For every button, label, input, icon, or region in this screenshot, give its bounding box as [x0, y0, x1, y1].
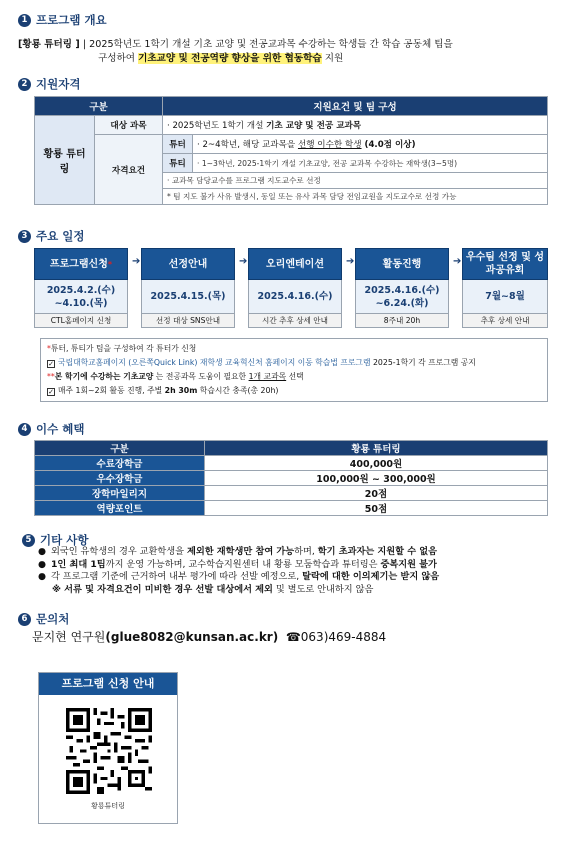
table-row: [35, 471, 548, 486]
qual-tutor-text: [193, 135, 548, 154]
list-item: [38, 584, 558, 597]
note-text: 본 학기에 수강하는 기초교양: [54, 372, 154, 381]
etc-list: [38, 546, 558, 596]
section-title-text: 주요 일정: [36, 229, 85, 243]
contact-email[interactable]: (glue8082@kunsan.ac.kr): [105, 630, 279, 644]
section-title-text: 문의처: [36, 612, 70, 626]
step-title: 프로그램신청: [49, 258, 108, 270]
etc-text: 및 별도로 안내하지 않음: [272, 583, 374, 595]
qual-header-category: 구분: [35, 97, 163, 116]
qr-caption: 황룡튜터링: [91, 802, 125, 810]
schedule-step-head: 오리엔테이션: [248, 248, 342, 280]
qual-advisor-text: · 교과목 담당교수를 프로그램 지도교수로 선정: [163, 173, 548, 189]
section-title-text: 이수 혜택: [36, 422, 85, 436]
benefit-label: 수료장학금: [35, 456, 205, 471]
section-title-text: 기타 사항: [40, 533, 89, 547]
qual-tutor-b: (4.0점 이상): [361, 140, 416, 150]
schedule-step: [34, 248, 128, 328]
section-title-contact: [18, 611, 69, 627]
overview-highlight: 기초교양 및 전공역량 향상을 위한 협동학습: [138, 53, 322, 64]
bullet-icon: ●: [38, 546, 47, 557]
schedule-step-note: 8주내 20h: [355, 314, 449, 328]
table-row: [35, 486, 548, 501]
etc-text: 까지 운영 가능하며, 교수학습지원센터 내 황룡 모둠학습과 튜터링은: [105, 558, 381, 570]
overview-line2a: 구성하여: [98, 53, 139, 64]
section-number-badge: 1: [18, 14, 31, 27]
benefit-label: 역량포인트: [35, 501, 205, 516]
schedule-step-note: 추후 상세 안내: [462, 314, 548, 328]
etc-text: 외국인 유학생의 경우 교환학생을: [51, 546, 187, 557]
schedule-step-head: 우수팀 선정 및 성과공유회: [462, 248, 548, 280]
qual-tutee-label: 튜티: [163, 154, 193, 173]
bullet-icon: ●: [38, 571, 47, 582]
program-tag: [황룡 튜터링 ]: [18, 39, 80, 50]
note-text: 학습시간 충족(총 20h): [197, 386, 279, 395]
note-star: **: [47, 372, 55, 381]
schedule-flow: [34, 248, 548, 328]
qr-card: [38, 672, 178, 824]
qr-card-title: 프로그램 신청 안내: [39, 673, 177, 695]
contact-name: 문지현 연구원: [32, 630, 106, 644]
note-link-path[interactable]: 국립대학교홈페이지 (오른쪽Quick Link) 재학생 교육혁신처 홈페이지 이동 학습법 프로그램: [58, 358, 371, 367]
etc-text: 탈락에 대한 이의제기는 받지 않음: [302, 571, 440, 582]
qual-header-requirements: 지원요건 및 팀 구성: [163, 97, 548, 116]
note-text: 선택: [286, 372, 304, 381]
section-title-text: 지원자격: [36, 77, 81, 91]
section-title-text: 프로그램 개요: [36, 13, 107, 27]
table-row: [35, 501, 548, 516]
note-text: 2h 30m: [164, 386, 198, 395]
note-star: *: [47, 344, 51, 353]
section-title-qualification: [18, 76, 80, 92]
note-text: 1개 교과목: [248, 372, 287, 381]
note-text: 2025-1학기 각 프로그램 공지: [370, 358, 476, 367]
schedule-step-note: 시간 추후 상세 안내: [248, 314, 342, 328]
arrow-right-icon: ➔: [239, 256, 248, 267]
etc-text: 중복지원 불가: [380, 558, 437, 570]
benefit-label: 우수장학금: [35, 471, 205, 486]
section-number-badge: 3: [18, 230, 31, 243]
etc-text: 선발 대상에서 제외: [195, 583, 273, 595]
step-mark: *: [107, 259, 113, 269]
note-line: [47, 342, 541, 356]
etc-text: 제외한 재학생만 참여 가능: [186, 546, 295, 557]
schedule-step: [141, 248, 235, 328]
benefit-value: 400,000원: [205, 456, 548, 471]
arrow-right-icon: ➔: [132, 256, 141, 267]
checkbox-icon: ✓: [48, 360, 54, 368]
note-text: 튜터, 튜티가 팀을 구성하여 각 튜터가 신청: [50, 344, 197, 353]
contact-phone: ☎063)469-4884: [285, 630, 387, 644]
overview-line2b: 지원: [321, 53, 344, 64]
section-number-badge: 6: [18, 613, 31, 626]
note-text: 매주 1회~2회 활동 진행, 주별: [58, 386, 165, 395]
benefits-header-program: 황룡 튜터링: [205, 441, 548, 456]
overview-line1: 2025학년도 1학기 개설 기초 교양 및 전공교과목 수강하는 학생들 간 학습 공동체 팀을: [89, 39, 453, 50]
qual-tutor-a: · 2~4학년, 해당 교과목을: [197, 140, 298, 150]
section-title-overview: [18, 12, 107, 28]
schedule-step-head: [34, 248, 128, 280]
etc-text: 각 프로그램 기준에 근거하여 내부 평가에 따라 선발 예정으로,: [51, 571, 303, 582]
benefits-table: [34, 440, 548, 516]
section-number-badge: 2: [18, 78, 31, 91]
bullet-icon: ●: [38, 558, 47, 570]
qual-tutee-text: · 1~3학년, 2025-1학기 개설 기초교양, 전공 교과목 수강하는 재학생(3~5명): [193, 154, 548, 173]
schedule-step-date: 2025.4.16.(수) ~6.24.(화): [355, 280, 449, 314]
etc-text: ※ 서류 및 자격요건이 미비한 경우: [52, 583, 196, 595]
qual-tutor-u: 선행 이수한 학생: [297, 140, 362, 150]
note-line: [47, 384, 541, 398]
qual-req-label: 자격요건: [95, 135, 163, 205]
etc-text: 학기 초과자는 지원할 수 없음: [317, 546, 438, 557]
checkbox-icon: ✓: [48, 388, 54, 396]
qual-note-text: * 팀 지도 불가 사유 발생시, 동일 또는 유사 과목 담당 전임교원을 지도교수로 선정 가능: [163, 189, 548, 205]
section-number-badge: 4: [18, 423, 31, 436]
schedule-step: [355, 248, 449, 328]
list-item: [38, 571, 558, 584]
arrow-right-icon: ➔: [346, 256, 355, 267]
overview-text: [황룡 튜터링 ] | 2025학년도 1학기 개설 기초 교양 및 전공교과목 수강하는 학생들 간 학습 공동체 팀을 구성하여 기초교양 및 전공역량 향상을 위한 협동학습 지원: [18, 39, 453, 64]
schedule-step-note: 선정 대상 SNS안내: [141, 314, 235, 328]
qual-target-label: 대상 과목: [95, 116, 163, 135]
qr-code-icon[interactable]: [66, 708, 152, 794]
section-title-benefits: [18, 421, 84, 437]
benefit-value: 20점: [205, 486, 548, 501]
list-item: [38, 559, 558, 572]
qualification-table: [34, 96, 548, 205]
schedule-step: [462, 248, 548, 328]
note-text: 는 전공과목 도움이 필요한: [153, 372, 249, 381]
list-item: [38, 546, 558, 559]
benefit-value: 50점: [205, 501, 548, 516]
qual-target-text: [163, 116, 548, 135]
qual-target-b: 기초 교양 및 전공 교과목: [266, 121, 362, 131]
qual-tutor-label: 튜터: [163, 135, 193, 154]
schedule-step: [248, 248, 342, 328]
benefit-value: 100,000원 ~ 300,000원: [205, 471, 548, 486]
arrow-right-icon: ➔: [453, 256, 462, 267]
qual-target-a: · 2025학년도 1학기 개설: [167, 121, 267, 131]
benefits-header-category: 구분: [35, 441, 205, 456]
schedule-step-note: CTL홈페이지 신청: [34, 314, 128, 328]
schedule-step-date: 2025.4.2.(수) ~4.10.(목): [34, 280, 128, 314]
note-line: [47, 356, 541, 370]
note-line: [47, 370, 541, 384]
etc-text: 1인 최대 1팀: [51, 558, 106, 570]
contact-info: [32, 628, 386, 645]
section-number-badge: 5: [22, 534, 35, 547]
qual-category: 황룡 튜터링: [35, 116, 95, 205]
schedule-step-date: 2025.4.15.(목): [141, 280, 235, 314]
table-row: [35, 456, 548, 471]
schedule-step-head: 선정안내: [141, 248, 235, 280]
schedule-step-date: 7월~8월: [462, 280, 548, 314]
etc-text: 하며,: [294, 546, 318, 557]
benefit-label: 장학마일리지: [35, 486, 205, 501]
section-title-schedule: [18, 228, 84, 244]
schedule-step-date: 2025.4.16.(수): [248, 280, 342, 314]
schedule-step-head: 활동진행: [355, 248, 449, 280]
schedule-notes: [40, 338, 548, 402]
